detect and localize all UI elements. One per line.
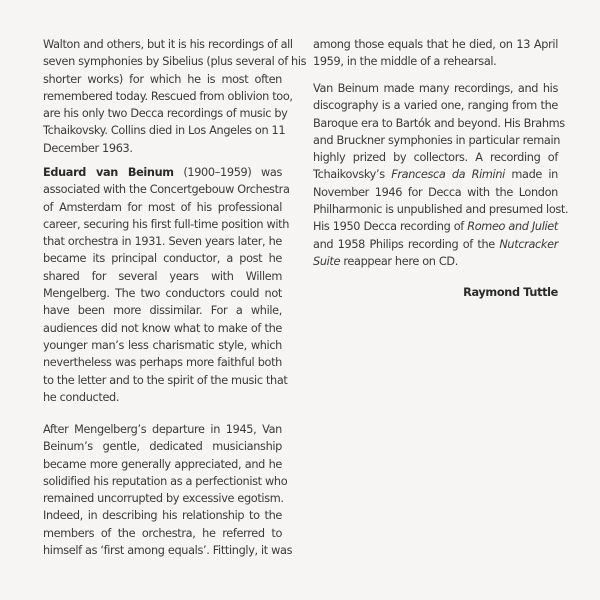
text-line: himself as ‘first among equals’. Fittingly, it was	[43, 544, 293, 558]
text-span: and 1958 Philips recording of the	[313, 237, 495, 251]
text-line: After Mengelberg’s departure in 1945, Van	[43, 423, 282, 436]
text-line: Van Beinum made many recordings, and his	[313, 82, 558, 95]
text-line: career, securing his first full-time position with	[43, 217, 290, 231]
text-line: that orchestra in 1931. Seven years later, he	[43, 235, 282, 249]
text-line: younger man’s less charismatic style, which	[43, 338, 282, 352]
author-signature: Raymond Tuttle	[463, 286, 558, 299]
text-line: Baroque era to Bartók and beyond. His Brahms	[313, 116, 565, 130]
text-line	[313, 253, 558, 270]
text-line	[313, 236, 558, 253]
work-title-romeo: Romeo and Juliet	[467, 220, 558, 234]
text-line: December 1963.	[43, 141, 133, 155]
text-line: Mengelberg. The two conductors could not	[43, 287, 282, 301]
text-line: Indeed, in describing his relationship to the	[43, 509, 282, 523]
text-line	[43, 164, 282, 181]
text-line: remembered today. Rescued from oblivion too,	[43, 89, 293, 103]
paragraph-collins-end	[43, 36, 307, 157]
text-line: seven symphonies by Sibelius (plus several of his	[43, 55, 307, 69]
text-line: became more generally appreciated, and he	[43, 457, 282, 471]
paragraph-after-mengelberg	[43, 421, 293, 559]
text-line: associated with the Concertgebouw Orchestra	[43, 183, 290, 197]
text-line: Tchaikovsky. Collins died in Los Angeles on 11	[43, 124, 286, 138]
text-line: Philharmonic is unpublished and presumed lost.	[313, 203, 569, 217]
text-line: 1959, in the middle of a rehearsal.	[313, 55, 497, 69]
text-line: discography is a varied one, ranging from the	[313, 99, 558, 113]
text-line: November 1946 for Decca with the London	[313, 185, 558, 199]
text-span: (1900–1959) was	[183, 166, 282, 179]
work-title-francesca: Francesca da Rimini	[391, 168, 505, 182]
text-line: among those equals that he died, on 13 April	[313, 38, 558, 51]
paragraph-death	[313, 36, 558, 71]
text-span: reappear here on CD.	[343, 254, 458, 268]
text-span: His 1950 Decca recording of	[313, 220, 464, 234]
text-line: remained uncorrupted by excessive egotism.	[43, 492, 284, 506]
text-line: shorter works) for which he is most often	[43, 72, 282, 86]
text-line: of Amsterdam for most of his professional	[43, 200, 282, 214]
text-span: Tchaikovsky’s	[313, 168, 385, 182]
text-line: are his only two Decca recordings of music by	[43, 107, 288, 121]
text-line	[313, 166, 558, 183]
text-line: audiences did not know what to make of the	[43, 321, 282, 335]
text-line: solidified his reputation as a perfectionist who	[43, 474, 288, 488]
work-title-nutcracker: Nutcracker	[499, 237, 558, 251]
paragraph-van-beinum-bio	[43, 164, 290, 406]
work-title-suite: Suite	[313, 254, 341, 268]
text-line: he conducted.	[43, 390, 120, 404]
text-line: members of the orchestra, he referred to	[43, 526, 282, 540]
text-line: nevertheless was perhaps more faithful both	[43, 356, 282, 370]
text-line: and Bruckner symphonies in particular remain	[313, 133, 561, 147]
name-eduard-van-beinum: Eduard van Beinum	[43, 166, 174, 179]
text-line: became its principal conductor, a post he	[43, 252, 282, 266]
text-line: to the letter and to the spirit of the music that	[43, 373, 288, 387]
text-line: Beinum’s gentle, dedicated musicianship	[43, 440, 282, 454]
text-line: Walton and others, but it is his recordings of all	[43, 38, 293, 51]
text-span: made in	[511, 168, 558, 182]
text-line: have been more dissimilar. For a while,	[43, 304, 282, 318]
text-line	[313, 218, 558, 235]
paragraph-recordings	[313, 80, 569, 270]
text-line: shared for several years with Willem	[43, 269, 282, 283]
text-line: highly prized by collectors. A recording of	[313, 151, 558, 165]
